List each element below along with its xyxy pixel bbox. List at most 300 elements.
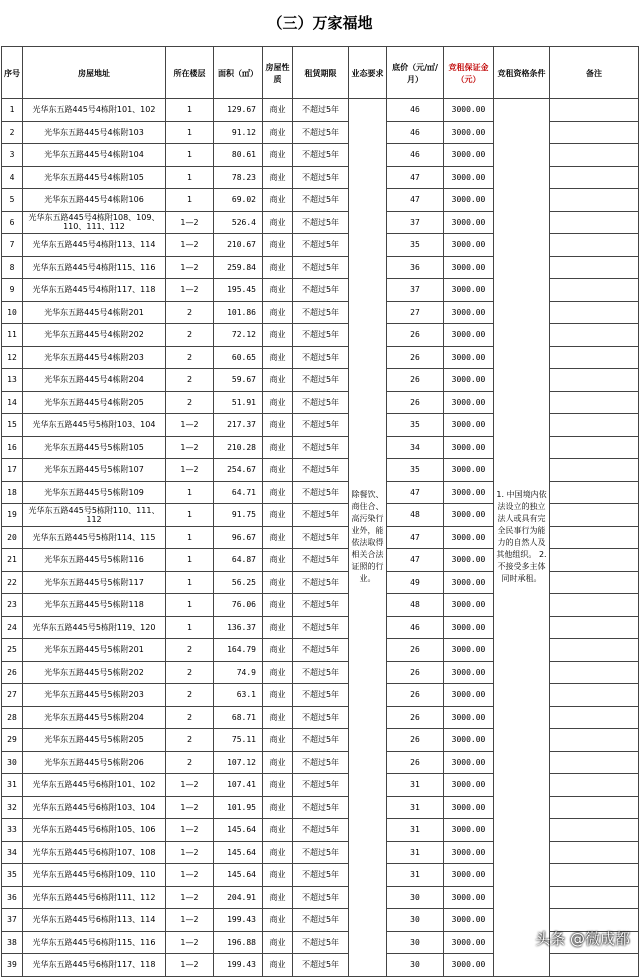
row-remark — [550, 99, 639, 122]
row-term: 不超过5年 — [293, 279, 349, 302]
row-term: 不超过5年 — [293, 436, 349, 459]
row-price: 47 — [387, 189, 444, 212]
row-nature: 商业 — [263, 436, 293, 459]
row-price: 47 — [387, 526, 444, 549]
row-seq: 36 — [2, 886, 23, 909]
row-floor: 2 — [166, 346, 214, 369]
row-deposit: 3000.00 — [444, 819, 494, 842]
row-deposit: 3000.00 — [444, 369, 494, 392]
row-floor: 1 — [166, 121, 214, 144]
row-floor: 1—2 — [166, 931, 214, 954]
row-price: 49 — [387, 571, 444, 594]
row-floor: 1 — [166, 571, 214, 594]
row-address: 光华东五路445号4栋附205 — [23, 391, 166, 414]
row-seq: 7 — [2, 234, 23, 257]
row-price: 47 — [387, 166, 444, 189]
row-address: 光华东五路445号6栋附107、108 — [23, 841, 166, 864]
row-deposit: 3000.00 — [444, 931, 494, 954]
row-area: 76.06 — [214, 594, 263, 617]
row-nature: 商业 — [263, 526, 293, 549]
row-floor: 1—2 — [166, 886, 214, 909]
row-floor: 1 — [166, 166, 214, 189]
row-floor: 2 — [166, 706, 214, 729]
row-address: 光华东五路445号5栋附204 — [23, 706, 166, 729]
row-remark — [550, 796, 639, 819]
header-area: 面积（㎡） — [214, 47, 263, 99]
business-requirement: 除餐饮、商住合、高污染行业外，能依法取得相关合法证照的行业。 — [349, 99, 387, 977]
row-address: 光华东五路445号5栋附119、120 — [23, 616, 166, 639]
header-term: 租赁期限 — [293, 47, 349, 99]
row-area: 74.9 — [214, 661, 263, 684]
row-price: 37 — [387, 279, 444, 302]
row-price: 31 — [387, 864, 444, 887]
row-floor: 2 — [166, 301, 214, 324]
row-price: 30 — [387, 909, 444, 932]
row-price: 26 — [387, 661, 444, 684]
row-address: 光华东五路445号5栋附203 — [23, 684, 166, 707]
row-deposit: 3000.00 — [444, 346, 494, 369]
row-nature: 商业 — [263, 774, 293, 797]
row-address: 光华东五路445号6栋附109、110 — [23, 864, 166, 887]
row-deposit: 3000.00 — [444, 99, 494, 122]
row-term: 不超过5年 — [293, 211, 349, 234]
row-address: 光华东五路445号5栋附103、104 — [23, 414, 166, 437]
row-nature: 商业 — [263, 211, 293, 234]
row-seq: 18 — [2, 481, 23, 504]
row-area: 60.65 — [214, 346, 263, 369]
row-term: 不超过5年 — [293, 639, 349, 662]
row-remark — [550, 706, 639, 729]
row-floor: 1 — [166, 481, 214, 504]
row-nature: 商业 — [263, 459, 293, 482]
row-seq: 5 — [2, 189, 23, 212]
row-floor: 1—2 — [166, 819, 214, 842]
row-nature: 商业 — [263, 189, 293, 212]
row-area: 78.23 — [214, 166, 263, 189]
row-nature: 商业 — [263, 616, 293, 639]
row-seq: 32 — [2, 796, 23, 819]
row-nature: 商业 — [263, 481, 293, 504]
row-price: 26 — [387, 729, 444, 752]
row-seq: 11 — [2, 324, 23, 347]
row-seq: 17 — [2, 459, 23, 482]
row-area: 204.91 — [214, 886, 263, 909]
row-floor: 1—2 — [166, 256, 214, 279]
row-address: 光华东五路445号4栋附117、118 — [23, 279, 166, 302]
row-remark — [550, 729, 639, 752]
row-term: 不超过5年 — [293, 369, 349, 392]
row-term: 不超过5年 — [293, 571, 349, 594]
row-address: 光华东五路445号5栋附114、115 — [23, 526, 166, 549]
row-term: 不超过5年 — [293, 414, 349, 437]
row-remark — [550, 369, 639, 392]
row-address: 光华东五路445号6栋附103、104 — [23, 796, 166, 819]
table-row — [2, 99, 639, 122]
row-area: 136.37 — [214, 616, 263, 639]
row-price: 35 — [387, 414, 444, 437]
row-floor: 1—2 — [166, 414, 214, 437]
row-nature: 商业 — [263, 661, 293, 684]
row-address: 光华东五路445号6栋附117、118 — [23, 954, 166, 977]
row-nature: 商业 — [263, 234, 293, 257]
row-address: 光华东五路445号4栋附108、109、110、111、112 — [23, 211, 166, 234]
row-floor: 1 — [166, 99, 214, 122]
header-nature: 房屋性质 — [263, 47, 293, 99]
row-price: 48 — [387, 504, 444, 527]
row-address: 光华东五路445号4栋附105 — [23, 166, 166, 189]
row-term: 不超过5年 — [293, 166, 349, 189]
row-seq: 26 — [2, 661, 23, 684]
row-area: 91.75 — [214, 504, 263, 527]
header-deposit: 竞租保证金（元） — [444, 47, 494, 99]
row-area: 107.41 — [214, 774, 263, 797]
row-price: 47 — [387, 481, 444, 504]
row-address: 光华东五路445号5栋附202 — [23, 661, 166, 684]
row-area: 145.64 — [214, 819, 263, 842]
row-term: 不超过5年 — [293, 706, 349, 729]
row-nature: 商业 — [263, 99, 293, 122]
row-address: 光华东五路445号5栋附109 — [23, 481, 166, 504]
row-term: 不超过5年 — [293, 594, 349, 617]
listing-table — [1, 46, 639, 977]
row-deposit: 3000.00 — [444, 279, 494, 302]
row-nature: 商业 — [263, 301, 293, 324]
row-term: 不超过5年 — [293, 99, 349, 122]
row-floor: 1—2 — [166, 954, 214, 977]
row-deposit: 3000.00 — [444, 144, 494, 167]
row-floor: 1—2 — [166, 279, 214, 302]
row-floor: 1—2 — [166, 234, 214, 257]
row-term: 不超过5年 — [293, 459, 349, 482]
row-deposit: 3000.00 — [444, 301, 494, 324]
row-seq: 13 — [2, 369, 23, 392]
row-nature: 商业 — [263, 346, 293, 369]
row-floor: 1—2 — [166, 211, 214, 234]
row-seq: 33 — [2, 819, 23, 842]
row-seq: 34 — [2, 841, 23, 864]
row-deposit: 3000.00 — [444, 391, 494, 414]
row-nature: 商业 — [263, 864, 293, 887]
row-nature: 商业 — [263, 504, 293, 527]
row-remark — [550, 279, 639, 302]
row-nature: 商业 — [263, 841, 293, 864]
row-remark — [550, 841, 639, 864]
row-floor: 1 — [166, 504, 214, 527]
row-deposit: 3000.00 — [444, 639, 494, 662]
row-deposit: 3000.00 — [444, 121, 494, 144]
row-area: 259.84 — [214, 256, 263, 279]
row-deposit: 3000.00 — [444, 234, 494, 257]
header-business: 业态要求 — [349, 47, 387, 99]
row-price: 26 — [387, 369, 444, 392]
row-floor: 2 — [166, 661, 214, 684]
header-price: 底价（元/㎡/月） — [387, 47, 444, 99]
row-term: 不超过5年 — [293, 391, 349, 414]
row-nature: 商业 — [263, 369, 293, 392]
row-address: 光华东五路445号5栋附206 — [23, 751, 166, 774]
row-seq: 4 — [2, 166, 23, 189]
row-floor: 2 — [166, 751, 214, 774]
row-seq: 1 — [2, 99, 23, 122]
row-term: 不超过5年 — [293, 504, 349, 527]
row-seq: 31 — [2, 774, 23, 797]
row-address: 光华东五路445号6栋附113、114 — [23, 909, 166, 932]
row-remark — [550, 571, 639, 594]
row-remark — [550, 661, 639, 684]
row-remark — [550, 639, 639, 662]
row-area: 91.12 — [214, 121, 263, 144]
row-nature: 商业 — [263, 639, 293, 662]
row-remark — [550, 819, 639, 842]
row-address: 光华东五路445号4栋附203 — [23, 346, 166, 369]
row-deposit: 3000.00 — [444, 481, 494, 504]
row-remark — [550, 414, 639, 437]
row-floor: 1—2 — [166, 459, 214, 482]
row-nature: 商业 — [263, 751, 293, 774]
row-nature: 商业 — [263, 571, 293, 594]
row-remark — [550, 684, 639, 707]
row-seq: 20 — [2, 526, 23, 549]
watermark: 头条 @微成都 — [535, 930, 630, 948]
row-price: 26 — [387, 639, 444, 662]
row-nature: 商业 — [263, 324, 293, 347]
row-address: 光华东五路445号5栋附117 — [23, 571, 166, 594]
row-address: 光华东五路445号6栋附115、116 — [23, 931, 166, 954]
row-nature: 商业 — [263, 391, 293, 414]
row-term: 不超过5年 — [293, 346, 349, 369]
row-price: 48 — [387, 594, 444, 617]
row-remark — [550, 166, 639, 189]
row-term: 不超过5年 — [293, 549, 349, 572]
row-term: 不超过5年 — [293, 661, 349, 684]
row-term: 不超过5年 — [293, 774, 349, 797]
row-address: 光华东五路445号4栋附103 — [23, 121, 166, 144]
row-deposit: 3000.00 — [444, 684, 494, 707]
row-remark — [550, 301, 639, 324]
row-area: 129.67 — [214, 99, 263, 122]
row-remark — [550, 256, 639, 279]
row-area: 72.12 — [214, 324, 263, 347]
row-address: 光华东五路445号5栋附201 — [23, 639, 166, 662]
row-address: 光华东五路445号4栋附106 — [23, 189, 166, 212]
row-deposit: 3000.00 — [444, 324, 494, 347]
row-area: 145.64 — [214, 864, 263, 887]
row-term: 不超过5年 — [293, 481, 349, 504]
row-deposit: 3000.00 — [444, 616, 494, 639]
row-term: 不超过5年 — [293, 526, 349, 549]
row-address: 光华东五路445号4栋附204 — [23, 369, 166, 392]
row-price: 31 — [387, 819, 444, 842]
row-area: 101.95 — [214, 796, 263, 819]
row-remark — [550, 594, 639, 617]
row-price: 46 — [387, 616, 444, 639]
row-seq: 25 — [2, 639, 23, 662]
row-price: 47 — [387, 549, 444, 572]
row-nature: 商业 — [263, 121, 293, 144]
row-deposit: 3000.00 — [444, 706, 494, 729]
row-price: 34 — [387, 436, 444, 459]
row-seq: 29 — [2, 729, 23, 752]
row-address: 光华东五路445号6栋附105、106 — [23, 819, 166, 842]
row-remark — [550, 234, 639, 257]
row-area: 63.1 — [214, 684, 263, 707]
row-price: 26 — [387, 684, 444, 707]
row-area: 101.86 — [214, 301, 263, 324]
row-area: 59.67 — [214, 369, 263, 392]
row-term: 不超过5年 — [293, 189, 349, 212]
row-price: 35 — [387, 459, 444, 482]
row-remark — [550, 324, 639, 347]
row-deposit: 3000.00 — [444, 166, 494, 189]
row-seq: 15 — [2, 414, 23, 437]
row-remark — [550, 526, 639, 549]
row-deposit: 3000.00 — [444, 526, 494, 549]
row-floor: 1—2 — [166, 841, 214, 864]
row-area: 145.64 — [214, 841, 263, 864]
row-area: 199.43 — [214, 954, 263, 977]
row-price: 26 — [387, 346, 444, 369]
row-term: 不超过5年 — [293, 684, 349, 707]
row-area: 526.4 — [214, 211, 263, 234]
page-title: （三）万家福地 — [267, 14, 373, 32]
row-price: 46 — [387, 121, 444, 144]
row-floor: 1—2 — [166, 774, 214, 797]
row-deposit: 3000.00 — [444, 414, 494, 437]
row-area: 199.43 — [214, 909, 263, 932]
row-floor: 1—2 — [166, 796, 214, 819]
row-floor: 2 — [166, 639, 214, 662]
row-remark — [550, 751, 639, 774]
row-floor: 1 — [166, 144, 214, 167]
row-remark — [550, 864, 639, 887]
row-term: 不超过5年 — [293, 121, 349, 144]
row-deposit: 3000.00 — [444, 571, 494, 594]
row-floor: 1 — [166, 549, 214, 572]
row-nature: 商业 — [263, 279, 293, 302]
header-floor: 所在楼层 — [166, 47, 214, 99]
row-deposit: 3000.00 — [444, 954, 494, 977]
row-seq: 23 — [2, 594, 23, 617]
row-term: 不超过5年 — [293, 841, 349, 864]
row-price: 31 — [387, 796, 444, 819]
header-qualification: 竞租资格条件 — [494, 47, 550, 99]
row-term: 不超过5年 — [293, 256, 349, 279]
row-term: 不超过5年 — [293, 864, 349, 887]
row-area: 164.79 — [214, 639, 263, 662]
header-address: 房屋地址 — [23, 47, 166, 99]
row-nature: 商业 — [263, 594, 293, 617]
row-deposit: 3000.00 — [444, 729, 494, 752]
row-address: 光华东五路445号4栋附113、114 — [23, 234, 166, 257]
row-price: 46 — [387, 144, 444, 167]
row-area: 69.02 — [214, 189, 263, 212]
row-nature: 商业 — [263, 819, 293, 842]
row-seq: 19 — [2, 504, 23, 527]
row-floor: 2 — [166, 391, 214, 414]
row-deposit: 3000.00 — [444, 256, 494, 279]
row-price: 26 — [387, 751, 444, 774]
row-area: 68.71 — [214, 706, 263, 729]
row-area: 107.12 — [214, 751, 263, 774]
row-deposit: 3000.00 — [444, 774, 494, 797]
row-deposit: 3000.00 — [444, 549, 494, 572]
row-area: 217.37 — [214, 414, 263, 437]
row-address: 光华东五路445号5栋附205 — [23, 729, 166, 752]
row-price: 35 — [387, 234, 444, 257]
row-term: 不超过5年 — [293, 909, 349, 932]
row-price: 26 — [387, 706, 444, 729]
row-nature: 商业 — [263, 954, 293, 977]
row-address: 光华东五路445号4栋附201 — [23, 301, 166, 324]
row-address: 光华东五路445号6栋附101、102 — [23, 774, 166, 797]
row-remark — [550, 616, 639, 639]
row-remark — [550, 549, 639, 572]
row-deposit: 3000.00 — [444, 751, 494, 774]
row-deposit: 3000.00 — [444, 796, 494, 819]
row-price: 46 — [387, 99, 444, 122]
row-remark — [550, 886, 639, 909]
row-price: 26 — [387, 324, 444, 347]
header-row — [2, 47, 639, 99]
row-seq: 6 — [2, 211, 23, 234]
row-area: 56.25 — [214, 571, 263, 594]
qualification-conditions: 1. 中国境内依法设立的独立法人或具有完全民事行为能力的自然人及其他组织。 2. 不接受多主体同时承租。 — [494, 99, 550, 977]
row-seq: 35 — [2, 864, 23, 887]
row-price: 30 — [387, 886, 444, 909]
row-term: 不超过5年 — [293, 616, 349, 639]
row-area: 195.45 — [214, 279, 263, 302]
row-price: 30 — [387, 931, 444, 954]
row-remark — [550, 346, 639, 369]
row-floor: 2 — [166, 684, 214, 707]
row-floor: 2 — [166, 324, 214, 347]
row-area: 64.71 — [214, 481, 263, 504]
row-deposit: 3000.00 — [444, 189, 494, 212]
row-remark — [550, 144, 639, 167]
row-deposit: 3000.00 — [444, 886, 494, 909]
row-term: 不超过5年 — [293, 931, 349, 954]
row-area: 64.87 — [214, 549, 263, 572]
row-term: 不超过5年 — [293, 954, 349, 977]
row-seq: 38 — [2, 931, 23, 954]
row-seq: 3 — [2, 144, 23, 167]
row-remark — [550, 121, 639, 144]
row-floor: 1—2 — [166, 909, 214, 932]
row-nature: 商业 — [263, 729, 293, 752]
row-seq: 8 — [2, 256, 23, 279]
row-address: 光华东五路445号5栋附110、111、112 — [23, 504, 166, 527]
row-seq: 2 — [2, 121, 23, 144]
row-remark — [550, 774, 639, 797]
row-deposit: 3000.00 — [444, 864, 494, 887]
row-nature: 商业 — [263, 796, 293, 819]
row-nature: 商业 — [263, 166, 293, 189]
row-seq: 24 — [2, 616, 23, 639]
row-remark — [550, 391, 639, 414]
row-area: 75.11 — [214, 729, 263, 752]
row-floor: 1—2 — [166, 864, 214, 887]
row-nature: 商业 — [263, 256, 293, 279]
row-floor: 1 — [166, 616, 214, 639]
row-term: 不超过5年 — [293, 324, 349, 347]
row-term: 不超过5年 — [293, 729, 349, 752]
row-term: 不超过5年 — [293, 234, 349, 257]
row-area: 196.88 — [214, 931, 263, 954]
row-floor: 2 — [166, 729, 214, 752]
row-address: 光华东五路445号5栋附105 — [23, 436, 166, 459]
row-nature: 商业 — [263, 706, 293, 729]
row-nature: 商业 — [263, 931, 293, 954]
